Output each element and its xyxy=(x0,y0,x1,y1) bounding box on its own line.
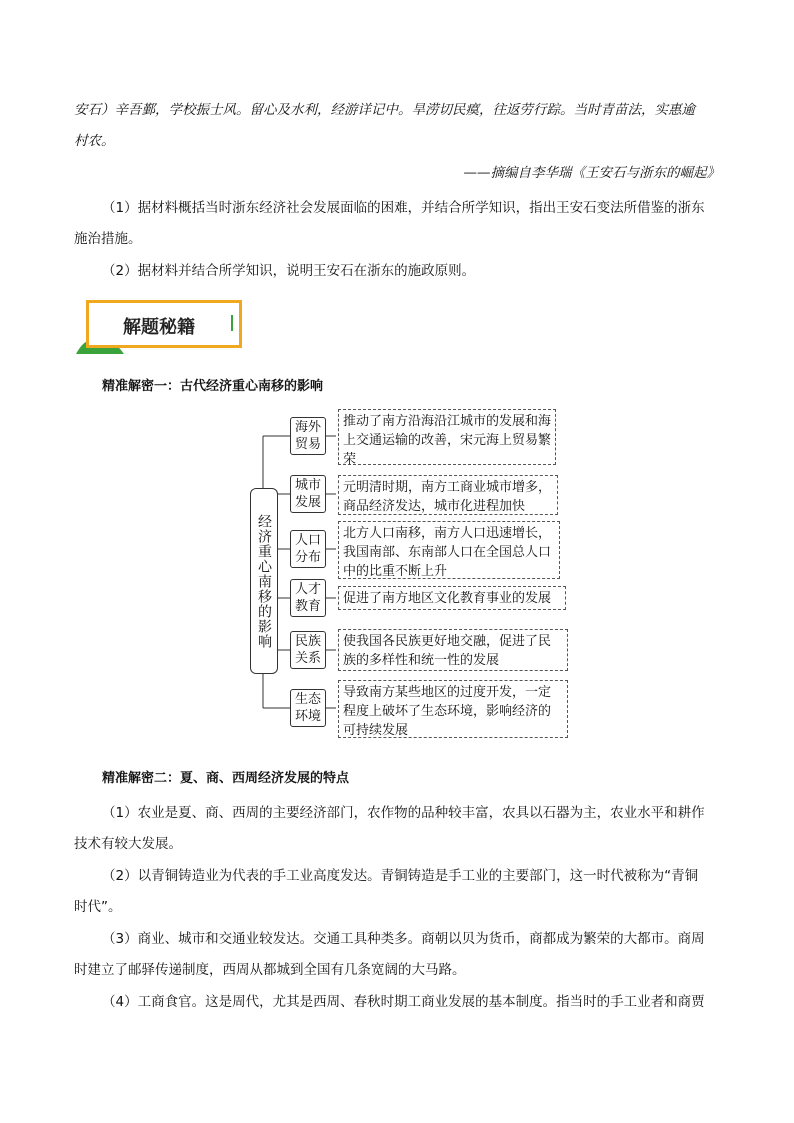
quote-line: 安石）辛吾鄞，学校振士风。留心及水利，经游详记中。旱涝切民瘼，往返劳行踪。当时青苗法，实惠逾 xyxy=(74,102,695,118)
paragraph: （4）工商食官。这是周代，尤其是西周、春秋时期工商业发展的基本制度。指当时的手工业者和商贾 xyxy=(102,994,705,1010)
paragraph: （3）商业、城市和交通业较发达。交通工具种类多。商朝以贝为货币，商都成为繁荣的大都市。商周 xyxy=(102,931,705,947)
desc-population: 北方人口南移，南方人口迅速增长，我国南部、东南部人口在全国总人口中的比重不断上升 xyxy=(338,521,560,579)
question-1: （1）据材料概括当时浙东经济社会发展面临的困难，并结合所学知识，指出王安石变法所借鉴的浙东 xyxy=(102,200,705,216)
category-talent-education: 人才教育 xyxy=(290,579,326,617)
section-badge xyxy=(86,300,242,348)
paragraph: （2）以青铜铸造业为代表的手工业高度发达。青铜铸造是手工业的主要部门，这一时代被称为“青铜 xyxy=(102,868,699,884)
paragraph-cont: 技术有较大发展。 xyxy=(74,836,182,852)
secret1-heading: 精准解密一：古代经济重心南移的影响 xyxy=(102,379,324,394)
desc-ethnic-relations: 使我国各民族更好地交融，促进了民族的多样性和统一性的发展 xyxy=(338,629,568,671)
question-2: （2）据材料并结合所学知识，说明王安石在浙东的施政原则。 xyxy=(102,263,476,279)
desc-city-development: 元明清时期，南方工商业城市增多，商品经济发达，城市化进程加快 xyxy=(338,475,558,515)
root-node xyxy=(250,488,278,674)
quote-source: ——摘编自李华瑞《王安石与浙东的崛起》 xyxy=(463,165,720,181)
desc-overseas-trade: 推动了南方沿海沿江城市的发展和海上交通运输的改善，宋元海上贸易繁荣 xyxy=(338,409,556,465)
desc-ecology: 导致南方某些地区的过度开发，一定程度上破坏了生态环境，影响经济的可持续发展 xyxy=(338,680,568,738)
badge-title: 解题秘籍 xyxy=(123,317,195,338)
paragraph-cont: 时代”。 xyxy=(74,899,122,915)
category-ethnic-relations: 民族关系 xyxy=(290,631,326,669)
desc-talent-education: 促进了南方地区文化教育事业的发展 xyxy=(338,586,566,610)
category-overseas-trade: 海外贸易 xyxy=(290,417,326,455)
root-label: 经济重心南移的影响 xyxy=(256,513,272,649)
category-ecology: 生态环境 xyxy=(290,689,326,727)
paragraph-cont: 时建立了邮驿传递制度，西周从都城到全国有几条宽阔的大马路。 xyxy=(74,962,466,978)
question-1-cont: 施治措施。 xyxy=(74,231,142,247)
paragraph: （1）农业是夏、商、西周的主要经济部门，农作物的品种较丰富，农具以石器为主，农业水平和耕作 xyxy=(102,805,705,821)
badge-accent xyxy=(231,315,233,331)
category-population: 人口分布 xyxy=(290,530,326,568)
quote-line: 村农。 xyxy=(74,133,115,149)
category-city-development: 城市发展 xyxy=(290,475,326,513)
influence-diagram xyxy=(246,406,572,742)
secret2-heading: 精准解密二：夏、商、西周经济发展的特点 xyxy=(102,771,350,786)
